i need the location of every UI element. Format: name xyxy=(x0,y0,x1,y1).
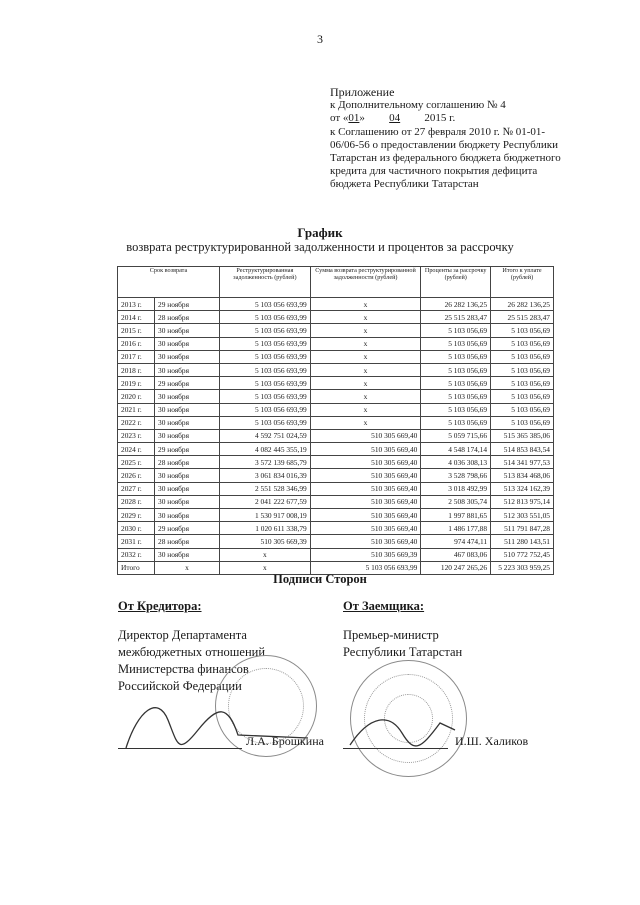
schedule-heading: График xyxy=(297,225,343,240)
cell-year: 2022 г. xyxy=(118,416,155,429)
cell-year: 2023 г. xyxy=(118,429,155,442)
cell-date: 30 ноября xyxy=(155,482,220,495)
cell-date: 29 ноября xyxy=(155,377,220,390)
table-header-row xyxy=(118,267,554,298)
cell-interest: 5 103 056,69 xyxy=(421,403,491,416)
total-amount: 5 223 303 959,25 xyxy=(491,561,554,574)
cell-repayment: 510 305 669,40 xyxy=(310,495,421,508)
cell-year: 2017 г. xyxy=(118,350,155,363)
cell-repayment: х xyxy=(310,390,421,403)
table-row xyxy=(118,416,554,429)
cell-date: 30 ноября xyxy=(155,337,220,350)
cell-total: 5 103 056,69 xyxy=(491,324,554,337)
table-row xyxy=(118,403,554,416)
cell-interest: 5 103 056,69 xyxy=(421,377,491,390)
cell-interest: 25 515 283,47 xyxy=(421,311,491,324)
cell-repayment: х xyxy=(310,311,421,324)
table-row xyxy=(118,298,554,311)
cell-year: 2016 г. xyxy=(118,337,155,350)
cell-interest: 5 103 056,69 xyxy=(421,416,491,429)
borrower-signature-line xyxy=(343,748,448,749)
cell-date: 30 ноября xyxy=(155,390,220,403)
cell-year: 2013 г. xyxy=(118,298,155,311)
cell-total: 511 280 143,51 xyxy=(491,535,554,548)
cell-date: 30 ноября xyxy=(155,350,220,363)
page-number: 3 xyxy=(317,32,323,46)
cell-interest: 26 282 136,25 xyxy=(421,298,491,311)
creditor-signature xyxy=(118,690,318,760)
cell-total: 5 103 056,69 xyxy=(491,390,554,403)
cell-year: 2026 г. xyxy=(118,469,155,482)
appendix-agreement-line: к Дополнительному соглашению № 4 xyxy=(330,99,506,112)
table-row xyxy=(118,390,554,403)
cell-repayment: 510 305 669,40 xyxy=(310,429,421,442)
cell-year: 2031 г. xyxy=(118,535,155,548)
cell-restructured-debt: 5 103 056 693,99 xyxy=(220,350,311,363)
schedule-subheading: возврата реструктурированной задолженности и процентов за рассрочку xyxy=(126,240,514,254)
cell-restructured-debt: 5 103 056 693,99 xyxy=(220,403,311,416)
cell-date: 29 ноября xyxy=(155,522,220,535)
table-row xyxy=(118,548,554,561)
cell-restructured-debt: 5 103 056 693,99 xyxy=(220,298,311,311)
cell-restructured-debt: 2 551 528 346,99 xyxy=(220,482,311,495)
cell-total: 25 515 283,47 xyxy=(491,311,554,324)
cell-date: 29 ноября xyxy=(155,298,220,311)
cell-date: 30 ноября xyxy=(155,403,220,416)
cell-year: 2020 г. xyxy=(118,390,155,403)
cell-repayment: х xyxy=(310,298,421,311)
table-row xyxy=(118,337,554,350)
cell-restructured-debt: 5 103 056 693,99 xyxy=(220,324,311,337)
cell-repayment: 510 305 669,40 xyxy=(310,522,421,535)
cell-interest: 974 474,11 xyxy=(421,535,491,548)
cell-repayment: 510 305 669,40 xyxy=(310,535,421,548)
cell-year: 2019 г. xyxy=(118,377,155,390)
total-interest: 120 247 265,26 xyxy=(421,561,491,574)
creditor-signer-name: Л.А. Брошкина xyxy=(246,734,324,748)
total-restructured-debt: х xyxy=(220,561,311,574)
cell-repayment: х xyxy=(310,363,421,376)
cell-restructured-debt: 5 103 056 693,99 xyxy=(220,311,311,324)
cell-interest: 5 103 056,69 xyxy=(421,390,491,403)
cell-repayment: х xyxy=(310,377,421,390)
cell-restructured-debt: 4 592 751 024,59 xyxy=(220,429,311,442)
cell-date: 28 ноября xyxy=(155,311,220,324)
cell-interest: 3 528 798,66 xyxy=(421,469,491,482)
cell-interest: 5 103 056,69 xyxy=(421,363,491,376)
header-due-date: Срок возврата xyxy=(118,267,220,298)
cell-total: 5 103 056,69 xyxy=(491,337,554,350)
cell-interest: 5 103 056,69 xyxy=(421,324,491,337)
cell-total: 510 772 752,45 xyxy=(491,548,554,561)
appendix-title: Приложение xyxy=(330,85,395,99)
total-date: х xyxy=(155,561,220,574)
cell-year: 2028 г. xyxy=(118,495,155,508)
cell-interest: 1 997 881,65 xyxy=(421,509,491,522)
table-row xyxy=(118,456,554,469)
cell-interest: 5 103 056,69 xyxy=(421,350,491,363)
table-row xyxy=(118,482,554,495)
cell-total: 5 103 056,69 xyxy=(491,350,554,363)
cell-restructured-debt: х xyxy=(220,548,311,561)
table-row xyxy=(118,469,554,482)
table-row xyxy=(118,429,554,442)
cell-total: 513 834 468,06 xyxy=(491,469,554,482)
cell-repayment: 510 305 669,40 xyxy=(310,443,421,456)
cell-year: 2029 г. xyxy=(118,509,155,522)
appendix-description: к Соглашению от 27 февраля 2010 г. № 01-01-06/06-56 о предоставлении бюджету Республики Татарстан из федерального бюджета бюджетного кредита для частичного покрытия дефицита бюджета Республики Татарстан xyxy=(330,125,561,191)
cell-repayment: х xyxy=(310,337,421,350)
cell-date: 29 ноября xyxy=(155,443,220,456)
cell-date: 30 ноября xyxy=(155,495,220,508)
signatures-title: Подписи Сторон xyxy=(273,572,367,586)
appendix-date-line: от «01» 04 2015 г. xyxy=(330,112,456,125)
cell-date: 28 ноября xyxy=(155,535,220,548)
cell-repayment: х xyxy=(310,416,421,429)
cell-total: 512 813 975,14 xyxy=(491,495,554,508)
cell-year: 2014 г. xyxy=(118,311,155,324)
borrower-position: Премьер-министр Республики Татарстан xyxy=(343,628,463,659)
cell-date: 30 ноября xyxy=(155,469,220,482)
header-interest: Проценты за рассрочку (рублей) xyxy=(421,267,491,298)
cell-repayment: 510 305 669,40 xyxy=(310,482,421,495)
cell-total: 5 103 056,69 xyxy=(491,363,554,376)
header-total-due: Итого к уплате (рублей) xyxy=(491,267,554,298)
total-repayment: 5 103 056 693,99 xyxy=(310,561,421,574)
cell-year: 2015 г. xyxy=(118,324,155,337)
header-repayment-amount: Сумма возврата реструктурированной задолженности (рублей) xyxy=(310,267,421,298)
total-label: Итого xyxy=(118,561,155,574)
cell-repayment: х xyxy=(310,324,421,337)
cell-restructured-debt: 1 020 611 338,79 xyxy=(220,522,311,535)
cell-date: 30 ноября xyxy=(155,429,220,442)
cell-total: 5 103 056,69 xyxy=(491,377,554,390)
cell-total: 5 103 056,69 xyxy=(491,403,554,416)
cell-date: 30 ноября xyxy=(155,509,220,522)
table-row xyxy=(118,350,554,363)
cell-restructured-debt: 5 103 056 693,99 xyxy=(220,363,311,376)
appendix-date-month: 04 xyxy=(389,112,401,125)
cell-total: 512 303 551,05 xyxy=(491,509,554,522)
cell-restructured-debt: 4 082 445 355,19 xyxy=(220,443,311,456)
table-row xyxy=(118,535,554,548)
cell-repayment: х xyxy=(310,403,421,416)
borrower-signer-name: И.Ш. Халиков xyxy=(455,734,529,748)
cell-interest: 1 486 177,88 xyxy=(421,522,491,535)
cell-restructured-debt: 5 103 056 693,99 xyxy=(220,377,311,390)
cell-total: 514 341 977,53 xyxy=(491,456,554,469)
cell-interest: 4 036 308,13 xyxy=(421,456,491,469)
cell-date: 30 ноября xyxy=(155,363,220,376)
cell-repayment: 510 305 669,39 xyxy=(310,548,421,561)
table-body xyxy=(118,298,554,575)
cell-restructured-debt: 3 061 834 016,39 xyxy=(220,469,311,482)
cell-year: 2018 г. xyxy=(118,363,155,376)
cell-restructured-debt: 2 041 222 677,59 xyxy=(220,495,311,508)
cell-year: 2030 г. xyxy=(118,522,155,535)
cell-repayment: 510 305 669,40 xyxy=(310,509,421,522)
cell-total: 26 282 136,25 xyxy=(491,298,554,311)
cell-year: 2021 г. xyxy=(118,403,155,416)
cell-year: 2024 г. xyxy=(118,443,155,456)
cell-interest: 2 508 305,74 xyxy=(421,495,491,508)
cell-interest: 5 059 715,66 xyxy=(421,429,491,442)
table-row xyxy=(118,324,554,337)
cell-interest: 467 083,06 xyxy=(421,548,491,561)
cell-date: 30 ноября xyxy=(155,416,220,429)
cell-interest: 5 103 056,69 xyxy=(421,337,491,350)
cell-date: 30 ноября xyxy=(155,548,220,561)
table-row xyxy=(118,311,554,324)
cell-restructured-debt: 5 103 056 693,99 xyxy=(220,390,311,403)
cell-interest: 4 548 174,14 xyxy=(421,443,491,456)
cell-year: 2025 г. xyxy=(118,456,155,469)
table-row xyxy=(118,377,554,390)
table-row xyxy=(118,509,554,522)
cell-restructured-debt: 3 572 139 685,79 xyxy=(220,456,311,469)
cell-interest: 3 018 492,99 xyxy=(421,482,491,495)
cell-year: 2032 г. xyxy=(118,548,155,561)
cell-total: 515 365 385,06 xyxy=(491,429,554,442)
table-row xyxy=(118,495,554,508)
appendix-date-day: 01 xyxy=(348,112,360,125)
borrower-heading: От Заемщика: xyxy=(343,599,425,613)
repayment-schedule-table xyxy=(117,266,554,575)
cell-restructured-debt: 5 103 056 693,99 xyxy=(220,416,311,429)
cell-repayment: 510 305 669,40 xyxy=(310,456,421,469)
cell-restructured-debt: 510 305 669,39 xyxy=(220,535,311,548)
table-row xyxy=(118,443,554,456)
creditor-signature-line xyxy=(118,748,242,749)
cell-year: 2027 г. xyxy=(118,482,155,495)
appendix-block xyxy=(330,86,570,192)
cell-restructured-debt: 5 103 056 693,99 xyxy=(220,337,311,350)
cell-repayment: х xyxy=(310,350,421,363)
cell-total: 511 791 847,28 xyxy=(491,522,554,535)
cell-total: 513 324 162,39 xyxy=(491,482,554,495)
cell-date: 28 ноября xyxy=(155,456,220,469)
cell-restructured-debt: 1 530 917 008,19 xyxy=(220,509,311,522)
table-row xyxy=(118,363,554,376)
cell-date: 30 ноября xyxy=(155,324,220,337)
creditor-position: Директор Департамента межбюджетных отношений Министерства финансов Российской Федерации xyxy=(118,628,266,693)
header-restructured-debt: Реструктурированная задолженность (рублей) xyxy=(220,267,311,298)
cell-total: 5 103 056,69 xyxy=(491,416,554,429)
cell-repayment: 510 305 669,40 xyxy=(310,469,421,482)
creditor-heading: От Кредитора: xyxy=(118,599,202,613)
cell-total: 514 853 843,54 xyxy=(491,443,554,456)
table-row xyxy=(118,522,554,535)
